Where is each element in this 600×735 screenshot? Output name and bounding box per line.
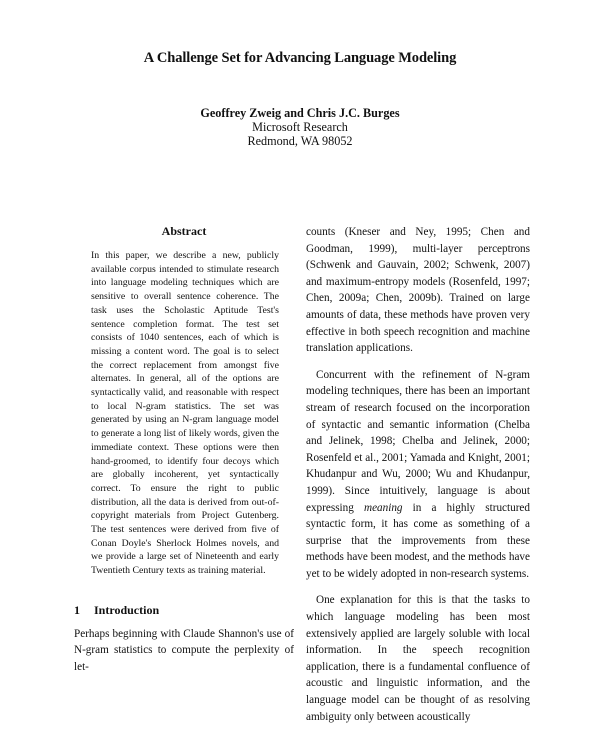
abstract-text: In this paper, we describe a new, publicly available corpus intended to stimulate research into language modeling techniques which are sensitive to overall sentence coherence. The task uses the Scholastic Aptitude Test's sentence completion format. The test set consists of 1040 sentences, each of which is missing a content word. The goal is to select the correct replacement from amongst five alternates. In general, all of the options are syntactically valid, and reasonable with respect to local N-gram statistics. The set was generated by using an N-gram language model to generate a long list of likely words, given the immediate context. These options were then hand-groomed, to identify four decoys which are globally incoherent, yet syntactically correct. To ensure the right to public distribution, all the data is derived from out-of-copyright materials from Project Gutenberg. The test sentences were derived from five of Conan Doyle's Sherlock Holmes novels, and we provide a large set of Nineteenth and early Twentieth Century texts as training material.: [91, 250, 279, 577]
section-number: 1: [74, 602, 80, 617]
abstract-heading: Abstract: [161, 224, 207, 238]
section-title: Introduction: [94, 602, 160, 617]
author-names: Geoffrey Zweig and Chris J.C. Burges: [200, 106, 400, 120]
section-heading: [74, 603, 294, 618]
paragraph-continued: counts (Kneser and Ney, 1995; Chen and Goodman, 1999), multi-layer perceptrons (Schwenk and Gauvain, 2002; Schwenk, 2007) and maximum-entropy models (Rosenfeld, 1997; Chen, 2009a; Chen, 2009b). Trained on large amounts of data, these methods have proven very effective in both speech recognition and machine translation applications.: [306, 226, 530, 355]
paragraph-explanation: One explanation for this is that the tasks to which language modeling has been most extensively applied are largely soluble with local information. In the speech recognition application, there is a fundamental confluence of acoustic and linguistic information, and the language model can be thought of as resolving ambiguity only between acoustically: [306, 594, 530, 723]
right-column: [306, 224, 530, 735]
address: Redmond, WA 98052: [247, 134, 353, 148]
intro-paragraph: Perhaps beginning with Claude Shannon's use of N-gram statistics to compute the perplexity of let-: [74, 627, 294, 674]
author-block: [0, 106, 600, 148]
paragraph-text: Concurrent with the refinement of N-gram modeling techniques, there has been an important stream of research focused on the incorporation of syntactic and semantic information (Chelba and Jelinek, 1998; Chelba and Jelinek, 2000; Rosenfeld et al., 2001; Yamada and Knight, 2001; Khudanpur and Wu, 2000; Wu and Khudanpur, 1999). Since intuitively, language is about expressing: [306, 368, 530, 514]
paragraph-text: in a highly structured syntactic form, it has come as something of a surprise that the improvements from these methods have been modest, and the methods have yet to be widely adopted in non-research systems.: [306, 501, 530, 580]
paragraph-concurrent: [306, 367, 530, 583]
emphasis-meaning: meaning: [363, 501, 403, 514]
affiliation: Microsoft Research: [252, 120, 348, 134]
paper-title: A Challenge Set for Advancing Language Modeling: [143, 50, 457, 66]
left-column: [74, 224, 294, 676]
